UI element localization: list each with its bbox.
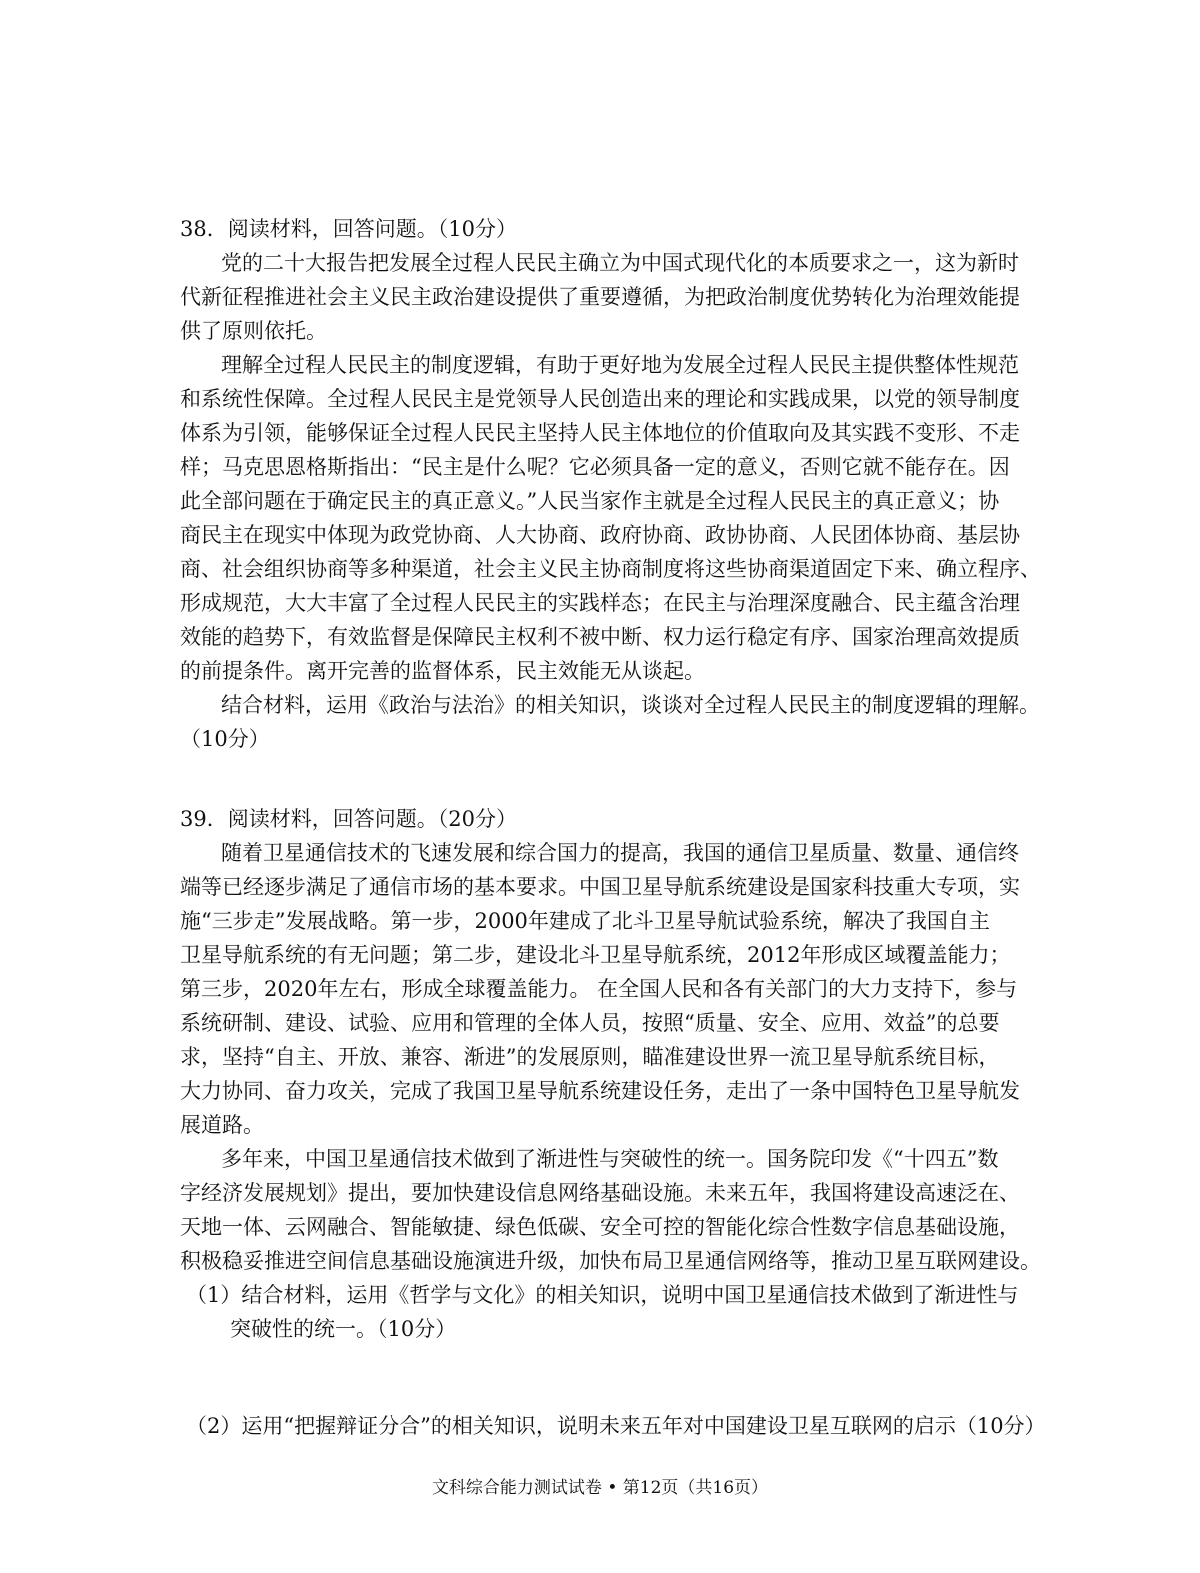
question-39-paragraph-2-line: 天地一体、云网融合、智能敏捷、绿色低碳、安全可控的智能化综合性数字信息基础设施， [180, 1215, 1020, 1239]
question-39-paragraph-1-line: 随着卫星通信技术的飞速发展和综合国力的提高，我国的通信卫星质量、数量、通信终 [221, 841, 1019, 865]
question-38-paragraph-2-line: 效能的趋势下，有效监督是保障民主权利不被中断、权力运行稳定有序、国家治理高效提质 [180, 625, 1020, 649]
question-38-paragraph-2-line: 商、社会组织协商等多种渠道，社会主义民主协商制度将这些协商渠道固定下来、确立程序、 [180, 557, 1041, 581]
question-38-paragraph-2-line: 此全部问题在于确定民主的真正意义。”人民当家作主就是全过程人民民主的真正意义；协 [180, 489, 1000, 513]
question-39-paragraph-2-line: 多年来，中国卫星通信技术做到了渐进性与突破性的统一。国务院印发《“十四五”数 [221, 1147, 999, 1171]
question-39-paragraph-1-line: 求，坚持“自主、开放、兼容、渐进”的发展原则，瞄准建设世界一流卫星导航系统目标， [180, 1045, 1000, 1069]
question-39-paragraph-1-line: 端等已经逐步满足了通信市场的基本要求。中国卫星导航系统建设是国家科技重大专项，实 [180, 875, 1020, 899]
question-39-subquestion-2: （2）运用“把握辩证分合”的相关知识，说明未来五年对中国建设卫星互联网的启示（10分） [186, 1414, 1046, 1438]
question-39-subquestion-1-continued: 突破性的统一。（10分） [230, 1317, 457, 1341]
question-38-paragraph-2-line: 体系为引领，能够保证全过程人民民主坚持人民主体地位的价值取向及其实践不变形、不走 [180, 421, 1020, 445]
question-38-paragraph-2-line: 的前提条件。离开完善的监督体系，民主效能无从谈起。 [180, 659, 705, 683]
question-39-paragraph-1-line: 系统研制、建设、试验、应用和管理的全体人员，按照“质量、安全、应用、效益”的总要 [180, 1011, 1000, 1035]
question-39-paragraph-1-line: 施“三步走”发展战略。第一步，2000年建成了北斗卫星导航试验系统，解决了我国自主 [180, 909, 990, 933]
question-38-paragraph-1-line: 供了原则依托。 [180, 319, 327, 343]
question-39-paragraph-1-line: 大力协同、奋力攻关，完成了我国卫星导航系统建设任务，走出了一条中国特色卫星导航发 [180, 1079, 1020, 1103]
question-38-paragraph-2-line: 和系统性保障。全过程人民民主是党领导人民创造出来的理论和实践成果，以党的领导制度 [180, 387, 1020, 411]
question-38-paragraph-1-line: 党的二十大报告把发展全过程人民民主确立为中国式现代化的本质要求之一，这为新时 [221, 251, 1019, 275]
question-39-title: 39．阅读材料，回答问题。（20分） [180, 807, 517, 831]
question-38-prompt: 结合材料，运用《政治与法治》的相关知识，谈谈对全过程人民民主的制度逻辑的理解。 [221, 693, 1040, 717]
question-39-paragraph-1-line: 卫星导航系统的有无问题；第二步，建设北斗卫星导航系统，2012年形成区域覆盖能力； [180, 943, 1011, 967]
question-38-prompt-points: （10分） [180, 727, 270, 751]
question-38-paragraph-1-line: 代新征程推进社会主义民主政治建设提供了重要遵循，为把政治制度优势转化为治理效能提 [180, 285, 1020, 309]
question-39-paragraph-2-line: 字经济发展规划》提出，要加快建设信息网络基础设施。未来五年，我国将建设高速泛在、 [180, 1181, 1020, 1205]
question-39-paragraph-1-line: 第三步，2020年左右，形成全球覆盖能力。 在全国人民和各有关部门的大力支持下，参与 [180, 977, 1018, 1001]
page-footer: 文科综合能力测试试卷 • 第12页（共16页） [431, 1478, 769, 1498]
question-38-paragraph-2-line: 商民主在现实中体现为政党协商、人大协商、政府协商、政协协商、人民团体协商、基层协 [180, 523, 1020, 547]
question-38-paragraph-2-line: 理解全过程人民民主的制度逻辑，有助于更好地为发展全过程人民民主提供整体性规范 [221, 353, 1019, 377]
question-38-paragraph-2-line: 形成规范，大大丰富了全过程人民民主的实践样态；在民主与治理深度融合、民主蕴含治理 [180, 591, 1020, 615]
question-38-paragraph-2-line: 样；马克思恩格斯指出：“民主是什么呢？它必须具备一定的意义，否则它就不能存在。因 [180, 455, 1010, 479]
question-39-subquestion-1: （1）结合材料，运用《哲学与文化》的相关知识，说明中国卫星通信技术做到了渐进性与 [186, 1283, 1019, 1307]
question-39-paragraph-1-line: 展道路。 [180, 1113, 264, 1137]
question-39-paragraph-2-line: 积极稳妥推进空间信息基础设施演进升级，加快布局卫星通信网络等，推动卫星互联网建设。 [180, 1249, 1041, 1273]
question-38-title: 38．阅读材料，回答问题。（10分） [180, 217, 517, 241]
